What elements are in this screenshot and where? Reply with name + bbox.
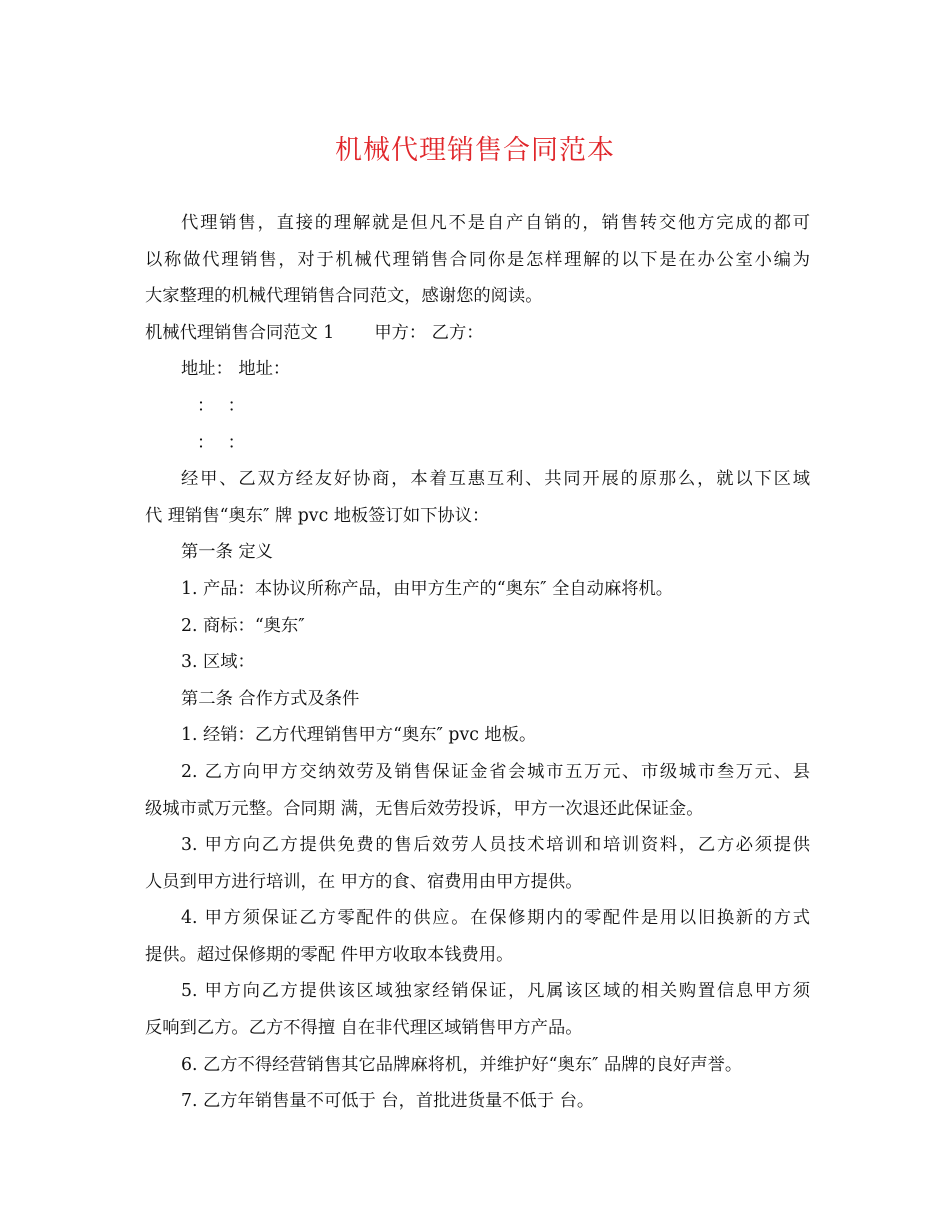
article-2-item-5-line-1: 5. 甲方向乙方提供该区域独家经销保证，凡属该区域的相关购置信息甲方须 bbox=[181, 981, 810, 1002]
sample-heading-line bbox=[145, 315, 810, 352]
article-2-item-1: 1. 经销：乙方代理销售甲方“奥东″ pvc 地板。 bbox=[181, 725, 537, 746]
blank-field-row-1 bbox=[145, 388, 810, 425]
preamble-line-2: 代 理销售“奥东″ 牌 pvc 地板签订如下协议： bbox=[145, 505, 490, 526]
blank-field-colon: ： bbox=[197, 395, 206, 416]
article-2 bbox=[145, 681, 810, 1120]
article-1-item-1: 1. 产品：本协议所称产品，由甲方生产的“奥东″ 全自动麻将机。 bbox=[181, 578, 674, 599]
article-1 bbox=[145, 534, 810, 680]
article-2-item-4-line-2: 提供。超过保修期的零配 件甲方收取本钱费用。 bbox=[145, 944, 514, 965]
party-b-label: 乙方： bbox=[431, 322, 484, 343]
blank-field-colon: ： bbox=[227, 395, 245, 416]
blank-field-row-2 bbox=[145, 425, 810, 462]
blank-field-colon: ： bbox=[227, 432, 245, 453]
article-2-item-7: 7. 乙方年销售量不可低于 台，首批进货量不低于 台。 bbox=[181, 1091, 595, 1112]
address-row bbox=[145, 351, 810, 388]
article-2-item-2-line-1: 2. 乙方向甲方交纳效劳及销售保证金省会城市五万元、市级城市叁万元、县 bbox=[181, 761, 810, 782]
address-line bbox=[145, 351, 810, 388]
preamble-paragraph bbox=[145, 461, 810, 534]
intro-line-1: 代理销售，直接的理解就是但凡不是自产自销的，销售转交他方完成的都可 bbox=[181, 213, 810, 233]
article-2-item-4-line-1: 4. 甲方须保证乙方零配件的供应。在保修期内的零配件是用以旧换新的方式 bbox=[181, 908, 810, 929]
article-2-item-3-line-1: 3. 甲方向乙方提供免费的售后效劳人员技术培训和培训资料，乙方必须提供 bbox=[181, 835, 810, 856]
article-2-heading: 第二条 合作方式及条件 bbox=[181, 688, 360, 709]
document-body bbox=[145, 205, 810, 1120]
intro-line-3: 大家整理的机械代理销售合同范文，感谢您的阅读。 bbox=[145, 286, 543, 307]
article-2-item-6: 6. 乙方不得经营销售其它品牌麻将机，并维护好“奥东″ 品牌的良好声誉。 bbox=[181, 1054, 743, 1075]
preamble-line-1: 经甲、乙双方经友好协商，本着互惠互利、共同开展的原那么，就以下区域 bbox=[181, 469, 810, 490]
article-2-item-2-line-2: 级城市贰万元整。合同期 满，无售后效劳投诉，甲方一次退还此保证金。 bbox=[145, 798, 704, 819]
address-b-label: 地址： bbox=[238, 359, 291, 380]
sample-heading-row bbox=[145, 315, 810, 352]
intro-line-2: 以称做代理销售，对于机械代理销售合同你是怎样理解的以下是在办公室小编为 bbox=[145, 249, 810, 270]
article-1-item-2: 2. 商标：“奥东″ bbox=[181, 615, 305, 636]
article-1-item-3: 3. 区域： bbox=[181, 652, 255, 673]
sample-heading: 机械代理销售合同范文 1 bbox=[145, 322, 335, 343]
intro-paragraph bbox=[145, 205, 810, 315]
article-2-item-3-line-2: 人员到甲方进行培训，在 甲方的食、宿费用由甲方提供。 bbox=[145, 871, 583, 892]
article-1-heading: 第一条 定义 bbox=[181, 542, 273, 563]
blank-field-colon: ： bbox=[197, 432, 206, 453]
article-2-item-5-line-2: 反响到乙方。乙方不得擅 自在非代理区域销售甲方产品。 bbox=[145, 1018, 583, 1039]
address-a-label: 地址： bbox=[181, 359, 233, 380]
party-a-label: 甲方： bbox=[374, 322, 427, 343]
document-title: 机械代理销售合同范本 bbox=[335, 135, 615, 166]
